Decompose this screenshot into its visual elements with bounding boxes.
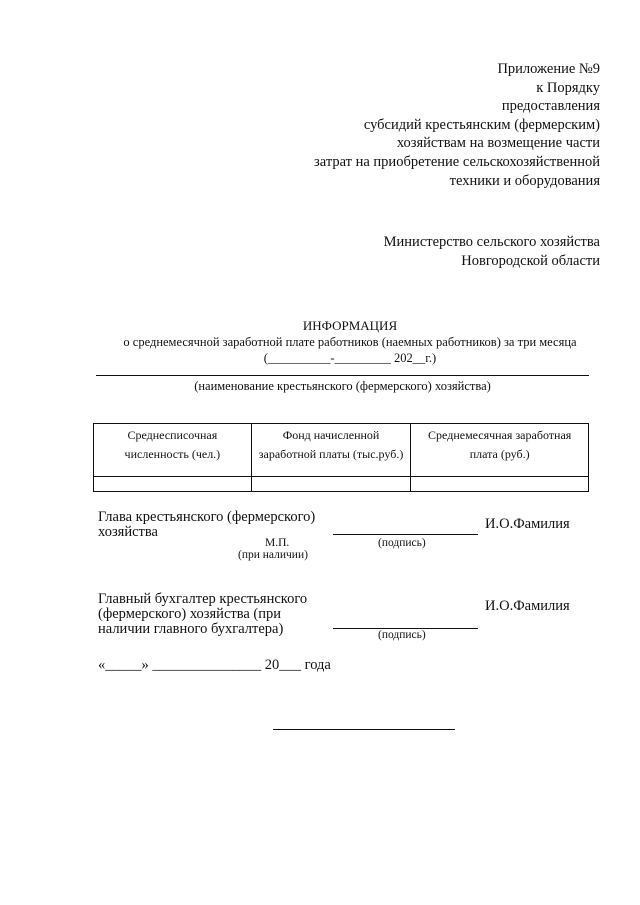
appendix-line: к Порядку <box>536 79 600 96</box>
head-name: И.О.Фамилия <box>485 516 570 532</box>
appendix-line: предоставления <box>501 98 600 115</box>
ministry-line: Новгородской области <box>461 253 600 269</box>
farm-name-line <box>96 375 589 376</box>
info-table <box>93 423 589 492</box>
accountant-label <box>98 592 307 637</box>
appendix-line: техники и оборудования <box>449 172 600 189</box>
period-line: (__________-_________ 202__г.) <box>263 351 437 365</box>
cell-payroll-fund[interactable] <box>251 477 411 492</box>
header-average-salary: Среднемесячная заработная плата (руб.) <box>411 424 589 477</box>
accountant-label-line: наличии главного бухгалтера) <box>98 621 284 637</box>
document-subtitle: о среднемесячной заработной плате работников (наемных работников) за три месяца <box>123 335 577 349</box>
accountant-label-line: Главный бухгалтер крестьянского <box>98 591 308 607</box>
ministry-addressee <box>384 233 600 271</box>
head-label-line: Глава крестьянского (фермерского) <box>98 509 316 525</box>
appendix-line: субсидий крестьянским (фермерским) <box>363 116 600 133</box>
date-line: «_____» _______________ 20___ года <box>98 657 331 673</box>
appendix-header <box>314 60 600 190</box>
head-signature-caption: (подпись) <box>378 537 426 549</box>
appendix-line: Приложение №9 <box>497 61 600 77</box>
header-payroll-fund: Фонд начисленной заработной платы (тыс.руб.) <box>251 424 411 477</box>
stamp-label: М.П. <box>265 537 290 549</box>
head-signature-line <box>333 534 478 535</box>
header-headcount: Среднесписочная численность (чел.) <box>94 424 252 477</box>
accountant-signature-caption: (подпись) <box>378 629 426 641</box>
document-title: ИНФОРМАЦИЯ <box>302 318 398 333</box>
ministry-line: Министерство сельского хозяйства <box>383 234 600 250</box>
cell-average-salary[interactable] <box>411 477 589 492</box>
head-label-line: хозяйства <box>98 524 158 540</box>
stamp-note: (при наличии) <box>238 549 308 561</box>
appendix-line: затрат на приобретение сельскохозяйственной <box>314 153 600 170</box>
head-label <box>98 510 315 540</box>
cell-headcount[interactable] <box>94 477 252 492</box>
bottom-separator <box>273 729 455 730</box>
accountant-label-line: (фермерского) хозяйства (при <box>98 606 282 622</box>
accountant-name: И.О.Фамилия <box>485 598 570 614</box>
appendix-line: хозяйствам на возмещение части <box>396 135 600 152</box>
farm-name-caption: (наименование крестьянского (фермерского) хозяйства) <box>194 379 491 393</box>
